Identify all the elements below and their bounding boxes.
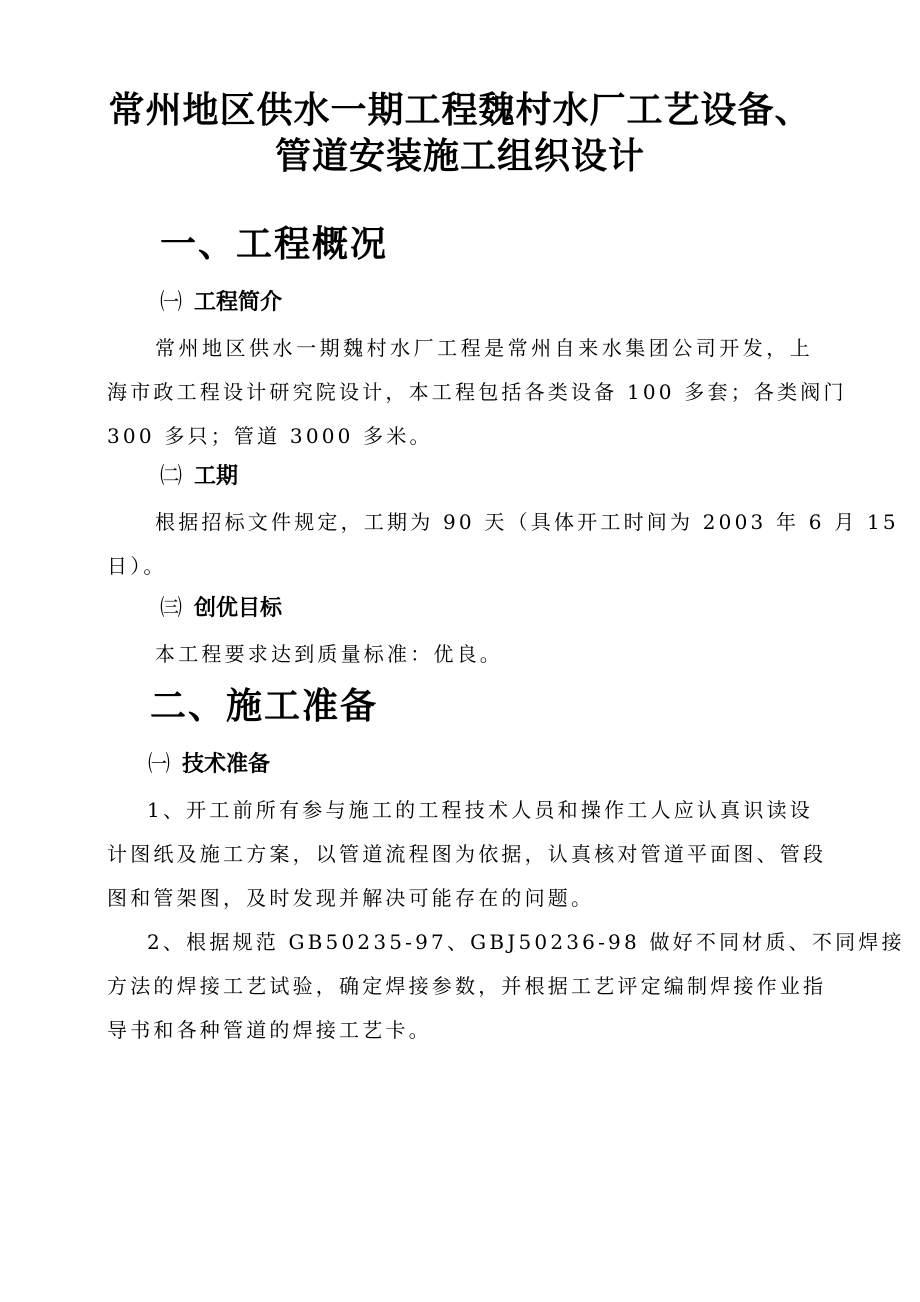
project-overview-paragraph bbox=[107, 326, 847, 458]
subsection-title: 工期 bbox=[194, 464, 239, 489]
paragraph-line: 2、根据规范 GB50235-97、GBJ50236-98 做好不同材质、不同焊接 bbox=[147, 930, 905, 954]
section-1-heading: 一、工程概况 bbox=[160, 223, 389, 265]
quality-goal-paragraph bbox=[107, 632, 813, 676]
paragraph-line: 海市政工程设计研究院设计，本工程包括各类设备 100 多套；各类阀门 bbox=[107, 380, 847, 404]
subsection-number: ㈠ bbox=[148, 752, 171, 777]
document-title-line-2: 管道安装施工组织设计 bbox=[274, 135, 645, 177]
schedule-paragraph bbox=[107, 500, 899, 588]
subsection-1-1-heading bbox=[160, 288, 282, 318]
paragraph-line: 常州地区供水一期魏村水厂工程是常州自来水集团公司开发，上 bbox=[155, 336, 813, 360]
subsection-1-3-heading bbox=[160, 594, 282, 624]
subsection-title: 创优目标 bbox=[194, 596, 283, 621]
subsection-number: ㈡ bbox=[160, 464, 183, 489]
paragraph-line: 方法的焊接工艺试验，确定焊接参数，并根据工艺评定编制焊接作业指 bbox=[107, 974, 827, 998]
section-2-heading: 二、施工准备 bbox=[150, 685, 379, 727]
subsection-title: 技术准备 bbox=[182, 752, 271, 777]
paragraph-line: 导书和各种管道的焊接工艺卡。 bbox=[107, 1018, 432, 1042]
technical-prep-paragraph-1 bbox=[107, 788, 827, 920]
paragraph-line: 日）。 bbox=[107, 554, 167, 578]
subsection-1-2-heading bbox=[160, 462, 238, 492]
paragraph-line: 计图纸及施工方案，以管道流程图为依据，认真核对管道平面图、管段 bbox=[107, 842, 827, 866]
paragraph-line: 根据招标文件规定，工期为 90 天（具体开工时间为 2003 年 6 月 15 bbox=[155, 510, 899, 534]
subsection-2-1-heading bbox=[148, 750, 270, 780]
subsection-title: 工程简介 bbox=[194, 290, 283, 315]
paragraph-line: 本工程要求达到质量标准：优良。 bbox=[155, 642, 503, 666]
technical-prep-paragraph-2 bbox=[107, 920, 905, 1052]
paragraph-line: 图和管架图，及时发现并解决可能存在的问题。 bbox=[107, 886, 595, 910]
document-title-line-1: 常州地区供水一期工程魏村水厂工艺设备、 bbox=[108, 89, 812, 131]
subsection-number: ㈢ bbox=[160, 596, 183, 621]
paragraph-line: 1、开工前所有参与施工的工程技术人员和操作工人应认真识读设 bbox=[147, 798, 813, 822]
subsection-number: ㈠ bbox=[160, 290, 183, 315]
paragraph-line: 300 多只；管道 3000 多米。 bbox=[107, 424, 433, 448]
